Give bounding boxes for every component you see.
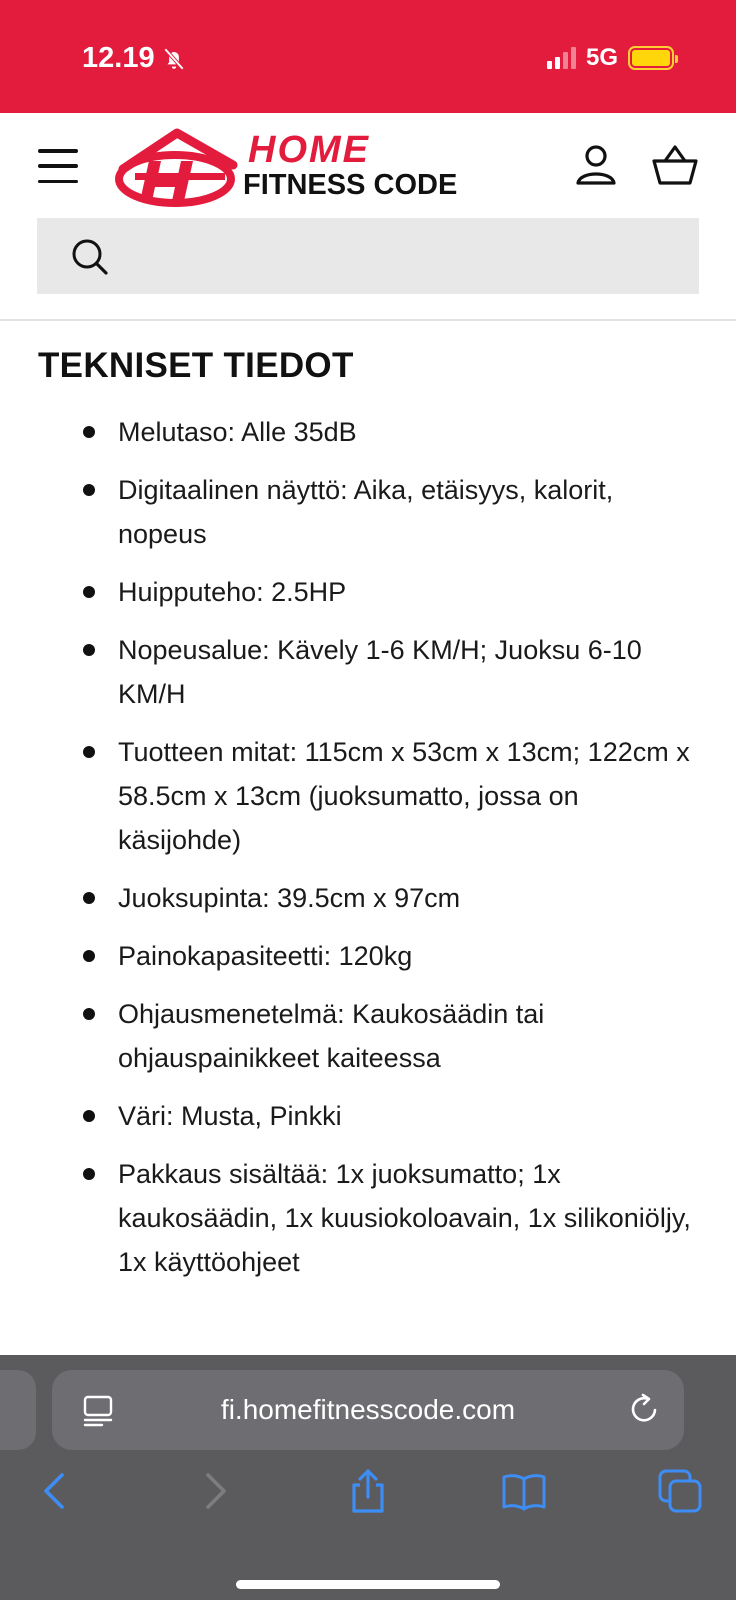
reload-icon[interactable] — [628, 1392, 662, 1426]
signal-icon — [547, 47, 576, 69]
site-header — [0, 113, 736, 321]
status-bar — [0, 0, 736, 113]
list-item: Huipputeho: 2.5HP — [38, 570, 698, 614]
status-time: 12.19 — [82, 42, 155, 74]
list-item: Ohjausmenetelmä: Kaukosäädin tai ohjauspainikkeet kaiteessa — [38, 992, 698, 1080]
list-item: Tuotteen mitat: 115cm x 53cm x 13cm; 122cm x 58.5cm x 13cm (juoksumatto, jossa on käsijohde) — [38, 730, 698, 862]
url-text: fi.homefitnesscode.com — [220, 1394, 516, 1425]
logo-text-fitness-code: FITNESS CODE — [243, 169, 458, 201]
book-icon[interactable] — [500, 1467, 548, 1515]
user-icon[interactable] — [574, 143, 618, 187]
spec-list — [38, 410, 698, 1298]
basket-icon[interactable] — [651, 143, 699, 187]
browser-bottom-bar — [0, 1355, 736, 1600]
address-bar[interactable] — [52, 1370, 684, 1450]
list-item: Juoksupinta: 39.5cm x 97cm — [38, 876, 698, 920]
list-item: Melutaso: Alle 35dB — [38, 410, 698, 454]
list-item: Nopeusalue: Kävely 1-6 KM/H; Juoksu 6-10 KM/H — [38, 628, 698, 716]
browser-toolbar — [0, 1467, 736, 1537]
list-item: Digitaalinen näyttö: Aika, etäisyys, kalorit, nopeus — [38, 468, 698, 556]
logo-text-home: HOME — [248, 129, 370, 171]
home-indicator — [236, 1580, 500, 1589]
list-item: Painokapasiteetti: 120kg — [38, 934, 698, 978]
list-item: Väri: Musta, Pinkki — [38, 1094, 698, 1138]
chevron-right-icon[interactable] — [190, 1467, 238, 1515]
search-icon — [71, 238, 109, 276]
logo-mark — [115, 127, 245, 207]
hamburger-icon[interactable] — [38, 149, 78, 183]
status-time-group — [82, 42, 187, 75]
network-label: 5G — [585, 44, 618, 71]
site-logo[interactable] — [115, 127, 485, 207]
status-indicators — [547, 44, 674, 72]
chevron-left-icon[interactable] — [32, 1467, 80, 1515]
bell-slash-icon — [161, 46, 187, 72]
battery-icon — [628, 46, 674, 70]
tabs-icon[interactable] — [656, 1467, 704, 1515]
section-title: TEKNISET TIEDOT — [38, 346, 354, 385]
previous-tab-preview[interactable] — [0, 1370, 36, 1450]
list-item: Pakkaus sisältää: 1x juoksumatto; 1x kaukosäädin, 1x kuusiokoloavain, 1x silikoniöljy, 1x käyttöohjeet — [38, 1152, 698, 1284]
share-icon[interactable] — [344, 1467, 392, 1515]
search-input[interactable] — [37, 218, 699, 294]
